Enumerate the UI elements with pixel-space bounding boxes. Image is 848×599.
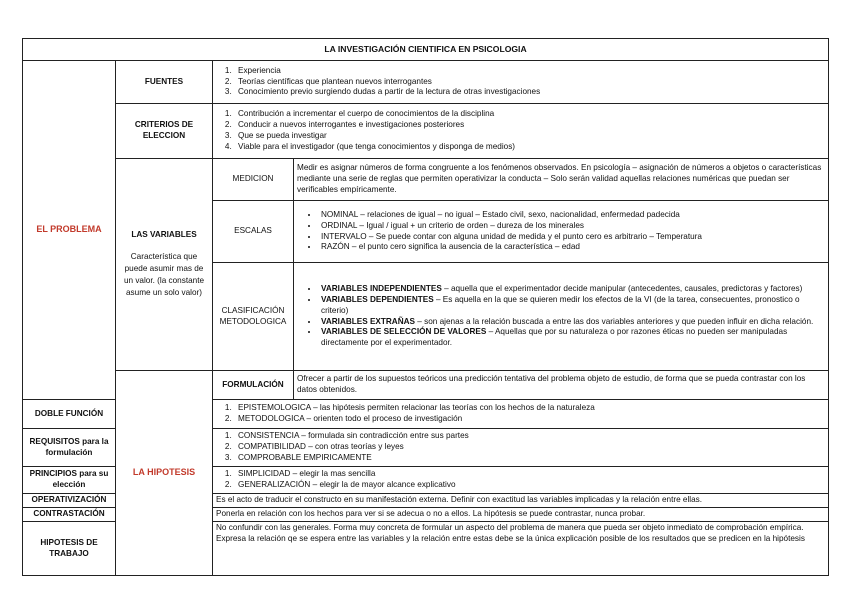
- medicion-text: Medir es asignar números de forma congruente a los fenómenos observados. En psicología – asignación de números a objetos o características mediante una serie de reglas que permiten operativizar la conducta – Solo serán validad aquellas relaciones numéricas que puedan ser verificables empíricamente.: [294, 159, 829, 201]
- list-item: [319, 295, 825, 317]
- list-item: [319, 327, 825, 349]
- list-item: [319, 210, 825, 221]
- variables-label: LAS VARIABLES: [131, 230, 197, 240]
- fuentes-label: FUENTES: [116, 61, 213, 104]
- variable-desc: – aquella que el experimentador decide manipular (antecedentes, causales, predictoras y factores): [441, 284, 803, 294]
- list-item: 3. COMPROBABLE EMPIRICAMENTE: [234, 453, 825, 464]
- scale-term: NOMINAL: [321, 209, 358, 219]
- list-item: 1. EPISTEMOLOGICA – las hipótesis permiten relacionar las teorías con los hechos de la naturaleza: [234, 403, 825, 414]
- section-hypothesis-label: LA HIPOTESIS: [116, 371, 213, 576]
- section-problem-label: EL PROBLEMA: [23, 61, 116, 400]
- escalas-label: ESCALAS: [213, 201, 294, 263]
- scale-desc: – Igual / igual + un criterio de orden – dureza de los minerales: [357, 220, 584, 230]
- variable-term: VARIABLES DEPENDIENTES: [321, 294, 434, 304]
- variables-cell: [116, 159, 213, 371]
- operativizacion-label: OPERATIVIZACIÓN: [23, 494, 116, 508]
- escalas-list-cell: [294, 201, 829, 263]
- list-item: 2. METODOLOGICA – orienten todo el proceso de investigación: [234, 414, 825, 425]
- research-summary-table: [22, 38, 829, 576]
- list-item: 2. COMPATIBILIDAD – con otras teorías y leyes: [234, 442, 825, 453]
- medicion-label: MEDICION: [213, 159, 294, 201]
- scale-desc: – relaciones de igual – no igual – Estado civil, sexo, nacionalidad, enfermedad padecida: [358, 209, 680, 219]
- table-row: [23, 371, 829, 400]
- criterios-list-cell: [213, 104, 829, 159]
- scale-term: INTERVALO: [321, 231, 367, 241]
- requisitos-label: REQUISITOS para la formulación: [23, 429, 116, 467]
- fuentes-list: [216, 66, 825, 98]
- list-item: 4. Viable para el investigador (que tenga conocimientos y disponga de medios): [234, 142, 825, 153]
- requisitos-list-cell: [213, 429, 829, 467]
- list-item: 3. Conocimiento previo surgiendo dudas a partir de la lectura de otras investigaciones: [234, 87, 825, 98]
- variable-term: VARIABLES EXTRAÑAS: [321, 316, 416, 326]
- table-row: [23, 104, 829, 159]
- list-item: 1. Contribución a incrementar el cuerpo de conocimientos de la disciplina: [234, 109, 825, 120]
- list-item: 2. Conducir a nuevos interrogantes e investigaciones posteriores: [234, 120, 825, 131]
- list-item: 2. Teorías científicas que plantean nuevos interrogantes: [234, 77, 825, 88]
- list-item: 1. CONSISTENCIA – formulada sin contradicción entre sus partes: [234, 431, 825, 442]
- variables-note: Característica que puede asumir mas de un valor. (la constante asume un solo valor): [123, 252, 205, 297]
- hipotesis-trabajo-label: HIPOTESIS DE TRABAJO: [23, 522, 116, 576]
- doble-funcion-label: DOBLE FUNCIÓN: [23, 400, 116, 429]
- table-row: [23, 61, 829, 104]
- document-title: LA INVESTIGACIÓN CIENTIFICA EN PSICOLOGIA: [23, 39, 829, 61]
- contrastacion-label: CONTRASTACIÓN: [23, 508, 116, 522]
- criterios-list: [216, 109, 825, 152]
- title-row: [23, 39, 829, 61]
- table-row: [23, 159, 829, 201]
- scale-desc: – el punto cero significa la ausencia de la característica – edad: [349, 242, 580, 252]
- clasificacion-list: [297, 284, 825, 349]
- list-item: 1. Experiencia: [234, 66, 825, 77]
- list-item: [319, 221, 825, 232]
- formulacion-text: Ofrecer a partir de los supuestos teóricos una predicción tentativa del problema objeto de estudio, de forma que se pueda contrastar con los datos obtenidos.: [294, 371, 829, 400]
- scale-desc: – Se puede contar con alguna unidad de medida y el punto cero es arbitrario – Temperatura: [366, 231, 702, 241]
- requisitos-list: [216, 431, 825, 463]
- doble-funcion-list-cell: [213, 400, 829, 429]
- list-item: 2. GENERALIZACIÓN – elegir la de mayor alcance explicativo: [234, 480, 825, 491]
- principios-list: [216, 469, 825, 491]
- list-item: [319, 317, 825, 328]
- scale-term: ORDINAL: [321, 220, 358, 230]
- formulacion-label: FORMULACIÓN: [213, 371, 294, 400]
- variable-term: VARIABLES INDEPENDIENTES: [321, 284, 442, 294]
- clasificacion-list-cell: [294, 263, 829, 371]
- variable-desc: – son ajenas a la relación buscada a entre las dos variables anteriores y que pueden influir en dicha relación.: [415, 316, 814, 326]
- list-item: [319, 284, 825, 295]
- variable-term: VARIABLES DE SELECCIÓN DE VALORES: [321, 327, 487, 337]
- principios-label: PRINCIPIOS para su elección: [23, 467, 116, 494]
- principios-list-cell: [213, 467, 829, 494]
- list-item: 1. SIMPLICIDAD – elegir la mas sencilla: [234, 469, 825, 480]
- criterios-label: CRITERIOS DE ELECCION: [116, 104, 213, 159]
- clasificacion-label: CLASIFICACIÓN METODOLOGICA: [213, 263, 294, 371]
- operativizacion-text: Es el acto de traducir el constructo en su manifestación externa. Definir con exactitud las variables implicadas y la relación entre ellas.: [213, 494, 829, 508]
- list-item: [319, 242, 825, 253]
- list-item: [319, 232, 825, 243]
- fuentes-list-cell: [213, 61, 829, 104]
- escalas-list: [297, 210, 825, 253]
- contrastacion-text: Ponerla en relación con los hechos para ver si se adecua o no a ellos. La hipótesis se puede contrastar, nunca probar.: [213, 508, 829, 522]
- hipotesis-trabajo-text: No confundir con las generales. Forma muy concreta de formular un aspecto del problema de manera que pueda ser objeto inmediato de comprobación empírica. Expresa la relación qe se espera entre las variables y la relación entre estas debe se la única explicación posible de los resultados que se predicen en la hipótesis: [213, 522, 829, 576]
- scale-term: RAZÓN: [321, 242, 350, 252]
- list-item: 3. Que se pueda investigar: [234, 131, 825, 142]
- variable-desc: – Aquellas que por su naturaleza o por razones éticas no pueden ser manipuladas directamente por el experimentador.: [321, 327, 788, 348]
- variable-desc: – Es aquella en la que se quieren medir los efectos de la VI (de la tarea, consecuentes, pronostico o criterio): [321, 294, 800, 315]
- doble-funcion-list: [216, 403, 825, 425]
